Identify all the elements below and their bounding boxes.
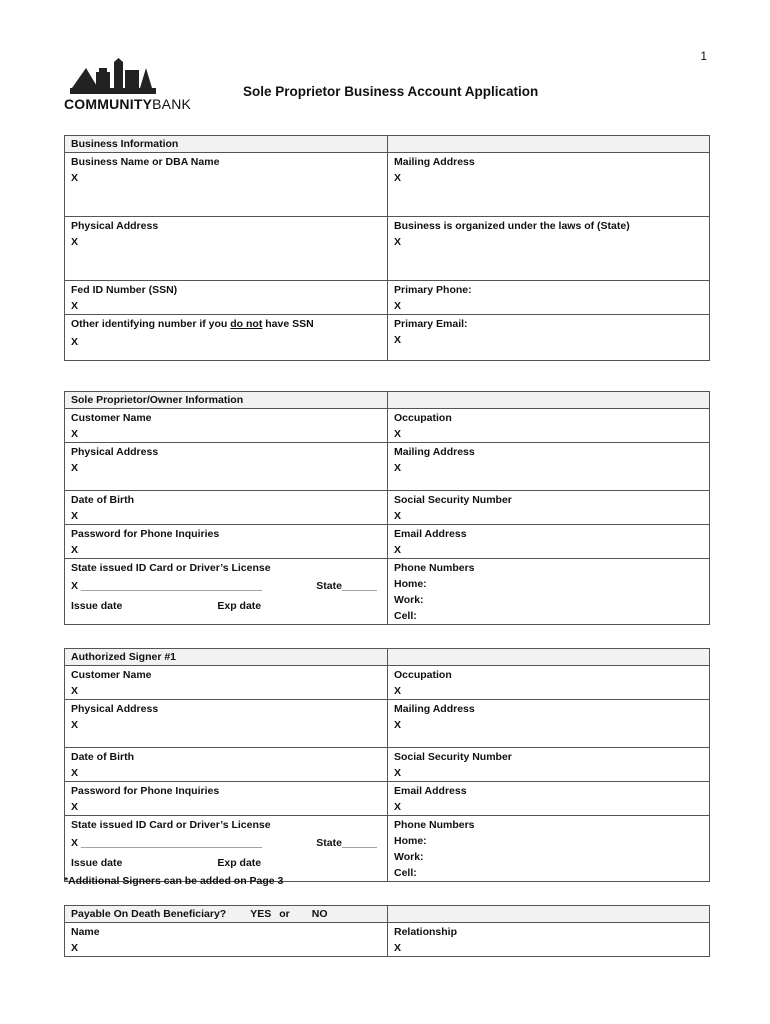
business-name-field[interactable]: Business Name or DBA Name X xyxy=(65,153,388,217)
owner-id-field[interactable]: State issued ID Card or Driver’s License X _______________________________ State______ Issue date Exp date xyxy=(65,559,388,625)
pod-no-option[interactable]: NO xyxy=(311,908,328,920)
other-id-field[interactable]: Other identifying number if you do not have SSN X xyxy=(65,315,388,361)
owner-password-field[interactable]: Password for Phone Inquiries X xyxy=(65,525,388,559)
business-information-table xyxy=(64,135,710,361)
pod-relationship-field[interactable]: Relationship X xyxy=(388,923,710,957)
skyline-icon xyxy=(68,58,158,96)
page-number: 1 xyxy=(700,49,707,63)
signer-mailing-address-field[interactable]: Mailing Address X xyxy=(388,700,710,748)
owner-email-field[interactable]: Email Address X xyxy=(388,525,710,559)
authorized-signer-header: Authorized Signer #1 xyxy=(65,649,388,666)
business-information-header: Business Information xyxy=(65,136,388,153)
owner-occupation-field[interactable]: Occupation X xyxy=(388,409,710,443)
signer-dob-field[interactable]: Date of Birth X xyxy=(65,748,388,782)
community-bank-logo xyxy=(62,58,202,114)
fed-id-field[interactable]: Fed ID Number (SSN) X xyxy=(65,281,388,315)
pod-name-field[interactable]: Name X xyxy=(65,923,388,957)
logo-wordmark: COMMUNITYBANK xyxy=(64,96,192,112)
signer-physical-address-field[interactable]: Physical Address X xyxy=(65,700,388,748)
owner-customer-name-field[interactable]: Customer Name X xyxy=(65,409,388,443)
header-blank-cell xyxy=(388,136,710,153)
pod-or-label: or xyxy=(279,908,290,920)
primary-email-field[interactable]: Primary Email: X xyxy=(388,315,710,361)
business-mailing-address-field[interactable]: Mailing Address X xyxy=(388,153,710,217)
pod-yes-option[interactable]: YES xyxy=(250,908,272,920)
owner-physical-address-field[interactable]: Physical Address X xyxy=(65,443,388,491)
owner-phone-numbers-field[interactable]: Phone Numbers Home: Work: Cell: xyxy=(388,559,710,625)
header-blank-cell xyxy=(388,906,710,923)
pod-beneficiary-table xyxy=(64,905,710,957)
signer-customer-name-field[interactable]: Customer Name X xyxy=(65,666,388,700)
owner-information-header: Sole Proprietor/Owner Information xyxy=(65,392,388,409)
signer-occupation-field[interactable]: Occupation X xyxy=(388,666,710,700)
owner-mailing-address-field[interactable]: Mailing Address X xyxy=(388,443,710,491)
document-title: Sole Proprietor Business Account Application xyxy=(243,84,539,99)
signer-phone-numbers-field[interactable]: Phone Numbers Home: Work: Cell: xyxy=(388,816,710,882)
business-physical-address-field[interactable]: Physical Address X xyxy=(65,217,388,281)
primary-phone-field[interactable]: Primary Phone: X xyxy=(388,281,710,315)
signer-ssn-field[interactable]: Social Security Number X xyxy=(388,748,710,782)
organized-state-field[interactable]: Business is organized under the laws of (State) X xyxy=(388,217,710,281)
additional-signers-note: *Additional Signers can be added on Page 3 xyxy=(64,875,284,887)
pod-question-label: Payable On Death Beneficiary? xyxy=(71,908,227,920)
owner-ssn-field[interactable]: Social Security Number X xyxy=(388,491,710,525)
signer-email-field[interactable]: Email Address X xyxy=(388,782,710,816)
authorized-signer-table xyxy=(64,648,710,882)
header-blank-cell xyxy=(388,392,710,409)
pod-question-header xyxy=(65,906,388,923)
header-blank-cell xyxy=(388,649,710,666)
signer-password-field[interactable]: Password for Phone Inquiries X xyxy=(65,782,388,816)
owner-dob-field[interactable]: Date of Birth X xyxy=(65,491,388,525)
signer-id-field[interactable]: State issued ID Card or Driver’s License X _______________________________ State______ Issue date Exp date xyxy=(65,816,388,882)
owner-information-table xyxy=(64,391,710,625)
